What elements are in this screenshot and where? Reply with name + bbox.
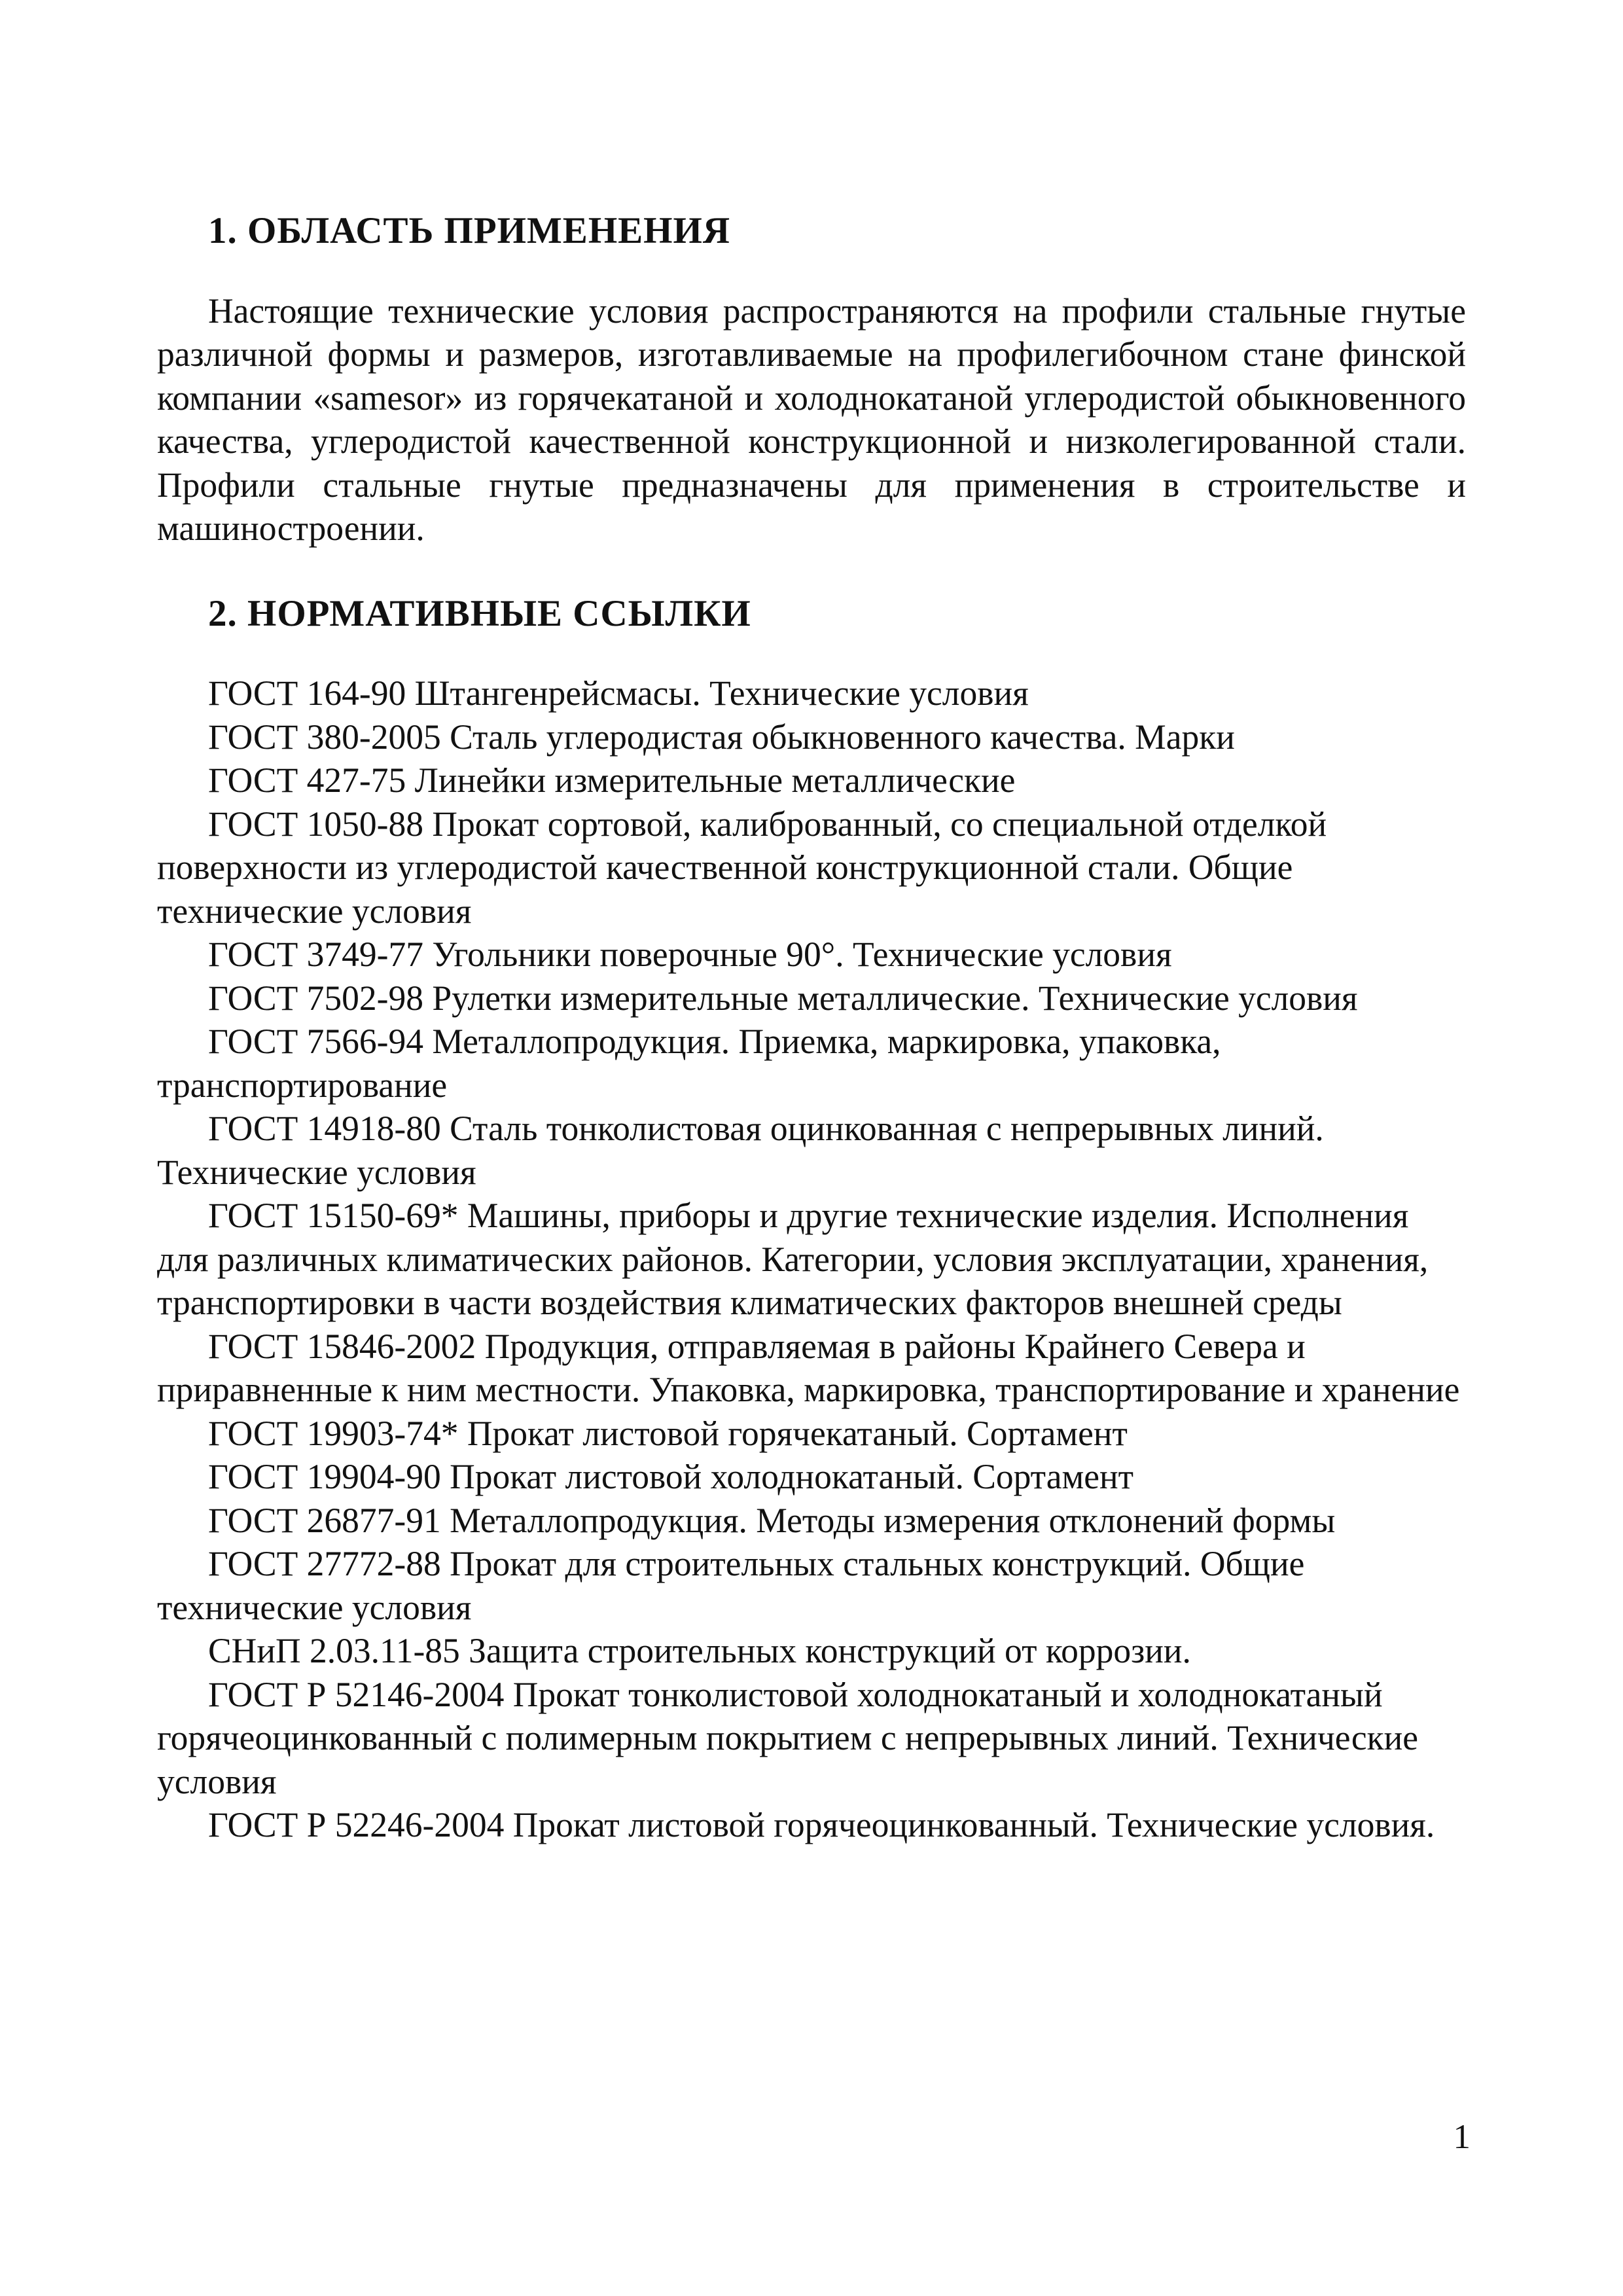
reference-item: ГОСТ 427-75 Линейки измерительные металлические [208,761,1016,800]
reference-item: ГОСТ 14918-80 Сталь тонколистовая оцинкованная с непрерывных линий. Технические условия [157,1109,1324,1192]
reference-item: ГОСТ 380-2005 Сталь углеродистая обыкновенного качества. Марки [208,717,1235,757]
reference-item: ГОСТ 19903-74* Прокат листовой горячекатаный. Сортамент [208,1413,1128,1453]
reference-item: ГОСТ 27772-88 Прокат для строительных стальных конструкций. Общие технические условия [157,1544,1305,1627]
section-heading-scope: 1. ОБЛАСТЬ ПРИМЕНЕНИЯ [208,210,731,251]
reference-item: ГОСТ 19904-90 Прокат листовой холоднокатаный. Сортамент [208,1457,1134,1496]
reference-item: ГОСТ Р 52146-2004 Прокат тонколистовой холоднокатаный и холоднокатаный горячеоцинкованный с полимерным покрытием с непрерывных линий. Технические условия [157,1674,1418,1801]
scope-paragraph: Настоящие технические условия распространяются на профили стальные гнутые различной формы и размеров, изготавливаемые на профилегибочном стане финской компании «samesor» из горячекатаной и холоднокатаной углеродистой обыкновенного качества, углеродистой качественной конструкционной и низколегированной стали. Профили стальные гнутые предназначены для применения в строительстве и машиностроении. [157,291,1466,548]
reference-item: ГОСТ 26877-91 Металлопродукция. Методы измерения отклонений формы [208,1500,1336,1540]
reference-item: ГОСТ 164-90 Штангенрейсмасы. Технические условия [208,673,1029,713]
reference-item: СНиП 2.03.11-85 Защита строительных конструкций от коррозии. [208,1631,1191,1670]
reference-item: ГОСТ 15150-69* Машины, приборы и другие технические изделия. Исполнения для различных климатических районов. Категории, условия эксплуатации, хранения, транспортировки в части воздействия климатических факторов внешней среды [157,1196,1429,1322]
page-number: 1 [1453,2118,1471,2156]
references-list [157,672,1466,1847]
reference-item: ГОСТ 15846-2002 Продукция, отправляемая в районы Крайнего Севера и приравненные к ним местности. Упаковка, маркировка, транспортирование и хранение [157,1326,1460,1409]
reference-item: ГОСТ 3749-77 Угольники поверочные 90°. Технические условия [208,935,1172,974]
section-heading-references: 2. НОРМАТИВНЫЕ ССЫЛКИ [208,592,751,634]
reference-item: ГОСТ 7502-98 Рулетки измерительные металлические. Технические условия [208,978,1358,1018]
document-page [157,196,1466,1847]
reference-item: ГОСТ 7566-94 Металлопродукция. Приемка, маркировка, упаковка, транспортирование [157,1022,1221,1105]
reference-item: ГОСТ 1050-88 Прокат сортовой, калиброванный, со специальной отделкой поверхности из углеродистой качественной конструкционной стали. Общие технические условия [157,804,1327,931]
reference-item: ГОСТ Р 52246-2004 Прокат листовой горячеоцинкованный. Технические условия. [208,1805,1435,1844]
